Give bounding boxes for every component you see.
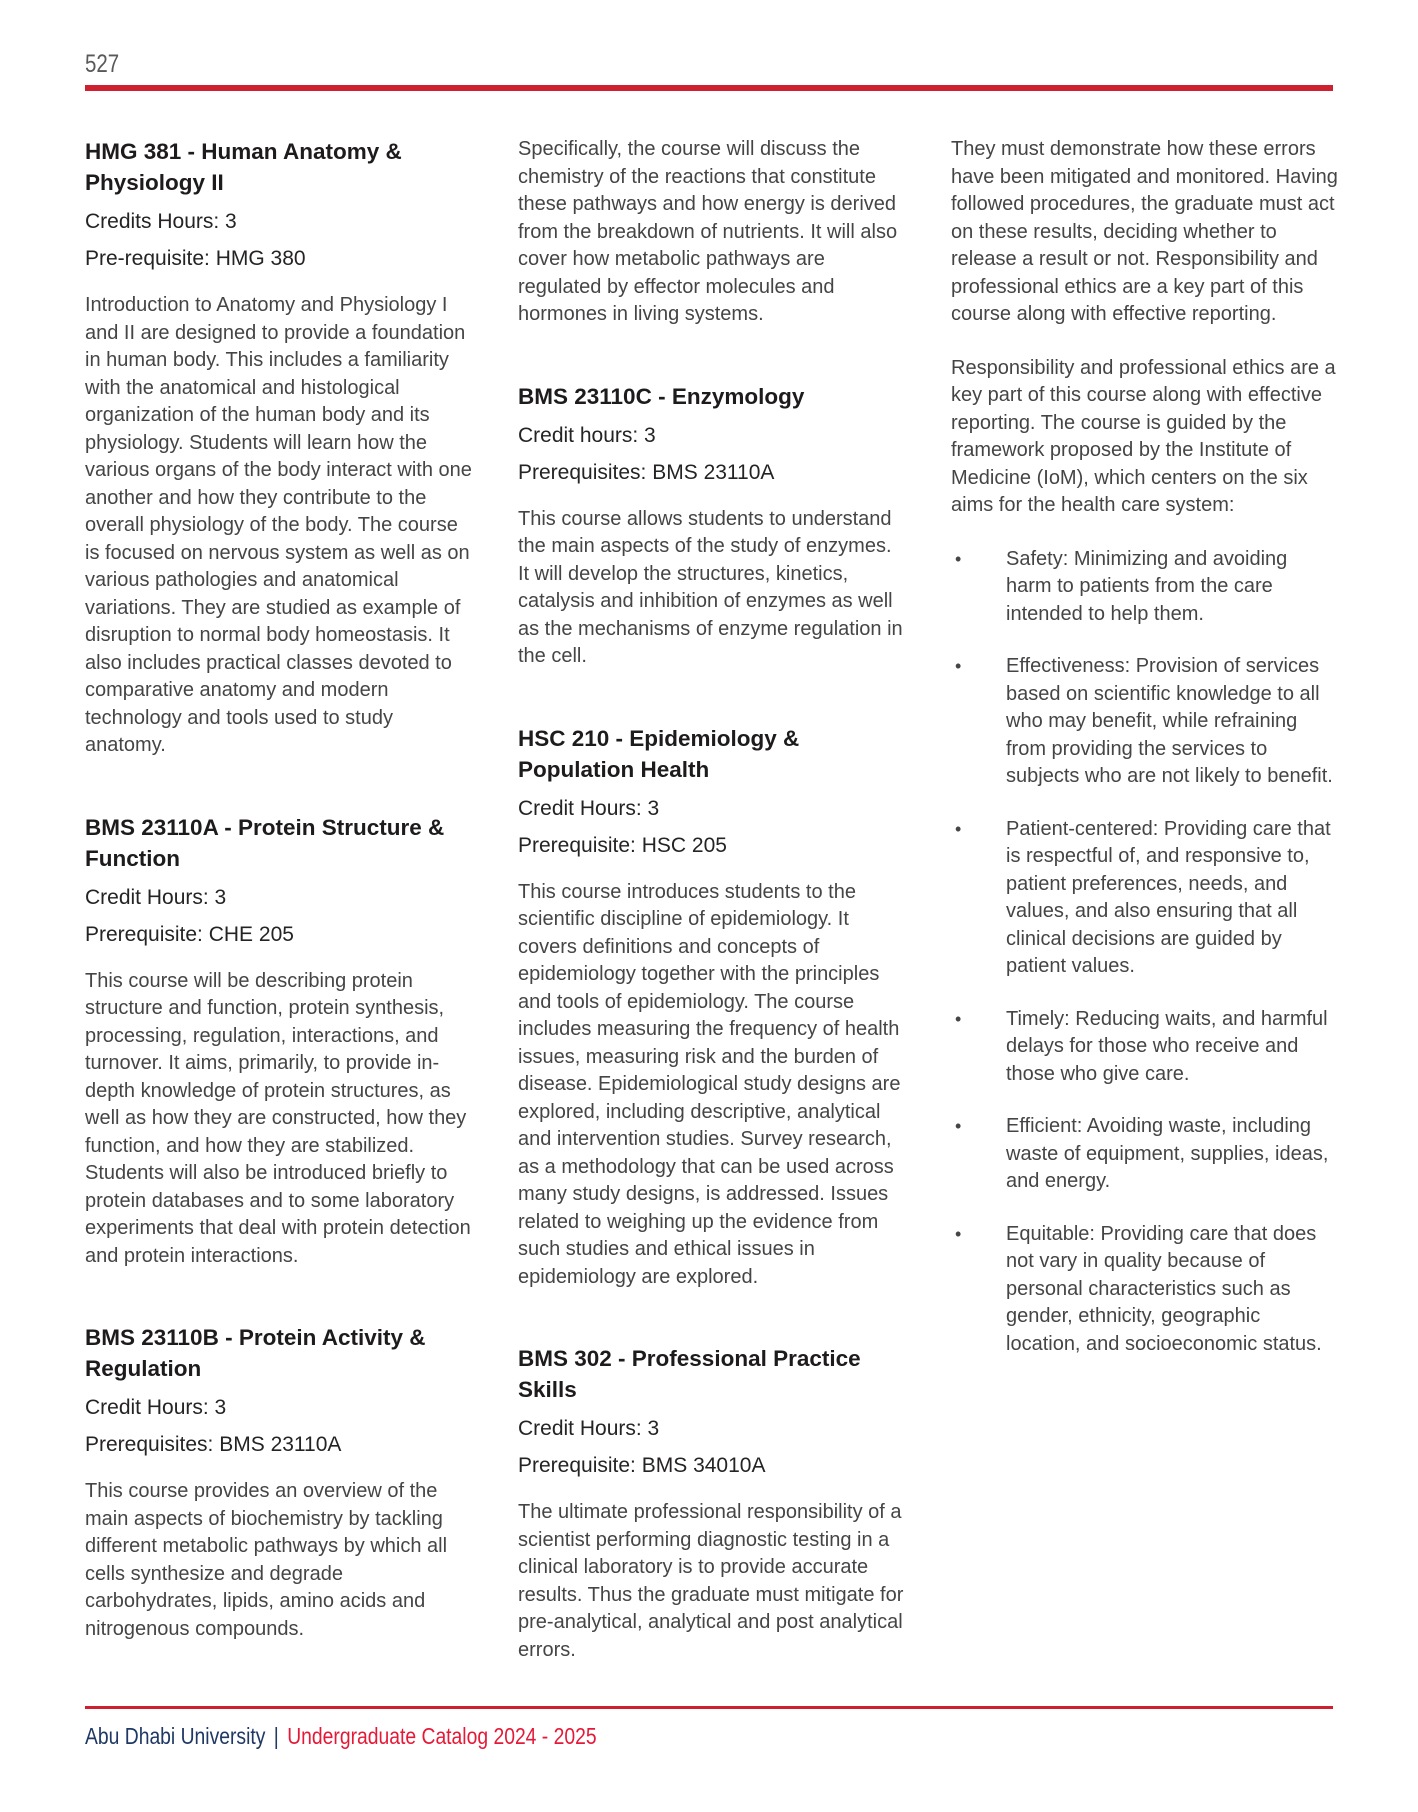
bullet-icon: • [955,1116,962,1136]
course-heading: BMS 23110C - Enzymology [518,383,805,409]
bullet-item [951,1006,1338,1089]
course-meta [518,422,905,486]
course-description-paragraph: This course provides an overview of the main aspects of biochemistry by tackling different metabolic pathways by which all cells synthesize and degrade carbohydrates, lipids, amino acids and nitrogenous compounds. [85,1480,448,1640]
bullet-text: Timely: Reducing waits, and harmful delays for those who receive and those who give care. [1006,1007,1328,1085]
course-meta-line: Credit Hours: 3 [518,796,660,820]
course-description-paragraph: They must demonstrate how these errors have been mitigated and monitored. Having followed procedures, the graduate must act on these results, deciding whether to release a result or not. Responsibility and professional ethics are a key part of this course along with effective reporting. [951,138,1338,325]
bullet-item [951,1221,1338,1359]
page-footer [85,1706,1333,1751]
bullet-icon: • [955,548,962,569]
bullet-icon: • [955,1008,962,1029]
course-meta-line: Prerequisite: HSC 205 [518,833,727,857]
course-heading: HSC 210 - Epidemiology & Population Health [518,725,800,782]
content-columns [85,136,1338,1690]
bullet-icon: • [955,656,962,676]
course-meta [85,884,472,948]
bullet-text: Effectiveness: Provision of services based on scientific knowledge to all who may benefit, while refraining from providing the services to subjects who are not likely to benefit. [1006,655,1333,787]
bullet-item [951,546,1338,629]
course-description-paragraph: This course will be describing protein structure and function, protein synthesis, processing, regulation, interactions, and turnover. It aims, primarily, to provide in-depth knowledge of protein structures, as well as how they are constructed, how they function, and how they are stabilized. Students will also be introduced briefly to protein databases and to some laboratory experiments that deal with protein detection and protein interactions. [85,969,471,1267]
course-meta-line: Credit Hours: 3 [85,1396,227,1419]
bullet-text: Equitable: Providing care that does not vary in quality because of personal characteristics such as gender, ethnicity, geographic location, and socioeconomic status. [1006,1222,1322,1355]
course-meta-line: Prerequisites: BMS 23110A [518,460,775,484]
bullet-text: Patient-centered: Providing care that is respectful of, and responsive to, patient preferences, needs, and values, and also ensuring that all clinical decisions are guided by patient values. [1006,817,1331,977]
course-meta [85,1394,472,1458]
page-header [85,52,1333,91]
footer-separator: | [273,1723,279,1749]
course-description-paragraph: Responsibility and professional ethics are a key part of this course along with effective reporting. The course is guided by the framework proposed by the Institute of Medicine (IoM), which centers on the six aims for the health care system: [951,356,1336,516]
column-2 [518,136,905,1690]
course-heading: BMS 23110A - Protein Structure & Function [85,814,445,871]
course-description-paragraph: This course introduces students to the scientific discipline of epidemiology. It covers definitions and concepts of epidemiology together with the principles and tools of epidemiology. The course includes measuring the frequency of health issues, measuring risk and the burden of disease. Epidemiological study designs are explored, including descriptive, analytical and intervention studies. Survey research, as a methodology that can be used across many study designs, is addressed. Issues related to weighing up the evidence from such studies and ethical issues in epidemiology are explored. [518,880,901,1288]
course-meta-line: Credit hours: 3 [518,423,656,447]
course-meta-line: Credit Hours: 3 [85,885,227,909]
course-heading: HMG 381 - Human Anatomy & Physiology II [85,139,402,195]
column-3 [951,136,1338,1690]
page-number: 527 [85,50,120,78]
footer-catalog-title: Undergraduate Catalog 2024 - 2025 [287,1723,597,1749]
bullet-item [951,1113,1338,1196]
footer-text [85,1723,1133,1751]
course-heading: BMS 302 - Professional Practice Skills [518,1346,861,1402]
course-meta-line: Prerequisite: CHE 205 [85,922,294,946]
course-meta-line: Pre-requisite: HMG 380 [85,247,306,270]
course-description-paragraph: This course allows students to understand the main aspects of the study of enzymes. It will develop the structures, kinetics, catalysis and inhibition of enzymes as well as the mechanisms of enzyme regulation in the cell. [518,507,903,667]
bullet-icon: • [955,1223,962,1244]
course-heading: BMS 23110B - Protein Activity & Regulation [85,1325,426,1381]
bullet-item [951,653,1338,791]
course-meta-line: Credit Hours: 3 [518,1417,660,1440]
course-description-paragraph: The ultimate professional responsibility of a scientist performing diagnostic testing in a clinical laboratory is to provide accurate results. Thus the graduate must mitigate for pre-analytical, analytical and post analytical errors. [518,1501,904,1661]
course-description-paragraph: Specifically, the course will discuss the chemistry of the reactions that constitute these pathways and how energy is derived from the breakdown of nutrients. It will also cover how metabolic pathways are regulated by effector molecules and hormones in living systems. [518,138,898,325]
bullet-icon: • [955,818,962,839]
column-1 [85,136,472,1690]
course-meta-line: Prerequisite: BMS 34010A [518,1454,766,1477]
bullet-text: Safety: Minimizing and avoiding harm to patients from the care intended to help them. [1006,547,1288,625]
bullet-item [951,816,1338,981]
course-description-paragraph: Introduction to Anatomy and Physiology I and II are designed to provide a foundation in human body. This includes a familiarity with the anatomical and histological organization of the human body and its physiology. Students will learn how the various organs of the body interact with one another and how they contribute to the overall physiology of the body. The course is focused on nervous system as well as on various pathologies and anatomical variations. They are studied as example of disruption to normal body homeostasis. It also includes practical classes devoted to comparative anatomy and modern technology and tools used to study anatomy. [85,294,472,756]
footer-institution: Abu Dhabi University [85,1723,266,1749]
aims-bullet-list [951,546,1338,1359]
course-meta-line: Credits Hours: 3 [85,210,237,233]
course-meta [518,795,905,859]
course-meta [85,208,472,272]
footer-rule [85,1706,1333,1709]
course-meta-line: Prerequisites: BMS 23110A [85,1433,342,1456]
bullet-text: Efficient: Avoiding waste, including waste of equipment, supplies, ideas, and energy. [1006,1115,1329,1192]
course-meta [518,1415,905,1479]
header-rule [85,85,1333,91]
